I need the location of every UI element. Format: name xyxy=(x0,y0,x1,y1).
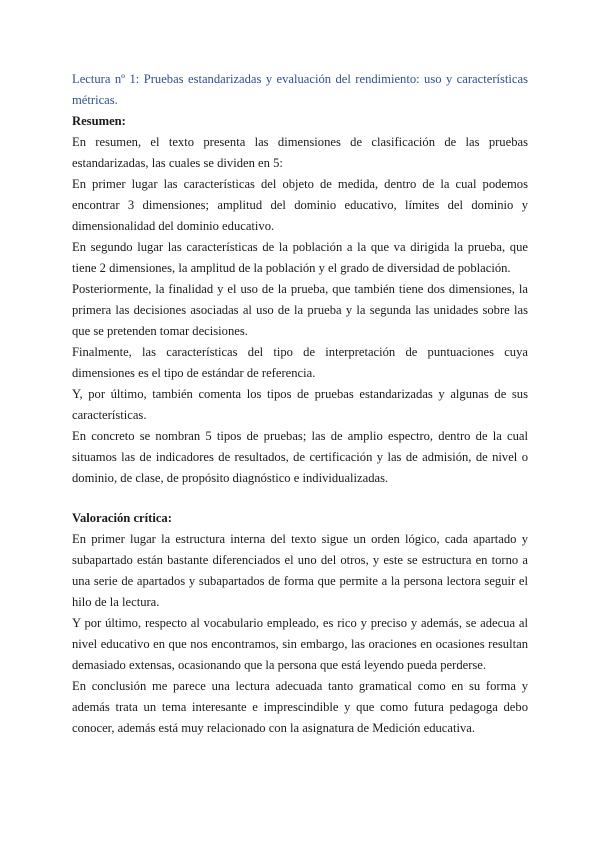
summary-paragraph: Finalmente, las características del tipo de interpretación de puntuaciones cuya dimensiones es el tipo de estándar de referencia. xyxy=(72,345,528,380)
summary-paragraph: En resumen, el texto presenta las dimensiones de clasificación de las pruebas estandarizadas, las cuales se dividen en 5: xyxy=(72,135,528,170)
document-page xyxy=(72,69,528,739)
critique-heading: Valoración crítica: xyxy=(72,511,172,525)
critique-paragraph: En conclusión me parece una lectura adecuada tanto gramatical como en su forma y además trata un tema interesante e imprescindible y que como futura pedagoga debo conocer, además está muy relacionado con la asignatura de Medición educativa. xyxy=(72,679,528,735)
summary-paragraph: Posteriormente, la finalidad y el uso de la prueba, que también tiene dos dimensiones, la primera las decisiones asociadas al uso de la prueba y la segunda las unidades sobre las que se pretenden tomar decisiones. xyxy=(72,282,528,338)
critique-paragraph: En primer lugar la estructura interna del texto sigue un orden lógico, cada apartado y subapartado están bastante diferenciados el uno del otros, y este se estructura en torno a una serie de apartados y subapartados de forma que permite a la persona lectora seguir el hilo de la lectura. xyxy=(72,532,528,609)
document-title: Lectura nº 1: Pruebas estandarizadas y evaluación del rendimiento: uso y características métricas. xyxy=(72,72,528,107)
summary-paragraph: En concreto se nombran 5 tipos de pruebas; las de amplio espectro, dentro de la cual situamos las de indicadores de resultados, de certificación y las de admisión, de nivel o dominio, de clase, de propósito diagnóstico e individualizadas. xyxy=(72,429,528,485)
summary-paragraph: En primer lugar las características del objeto de medida, dentro de la cual podemos encontrar 3 dimensiones; amplitud del dominio educativo, límites del dominio y dimensionalidad del dominio educativo. xyxy=(72,177,528,233)
section-spacer xyxy=(72,489,528,508)
summary-paragraph: Y, por último, también comenta los tipos de pruebas estandarizadas y algunas de sus características. xyxy=(72,387,528,422)
critique-paragraph: Y por último, respecto al vocabulario empleado, es rico y preciso y además, se adecua al nivel educativo en que nos encontramos, sin embargo, las oraciones en ocasiones resultan demasiado extensas, ocasionando que la persona que está leyendo pueda perderse. xyxy=(72,616,528,672)
summary-paragraph: En segundo lugar las características de la población a la que va dirigida la prueba, que tiene 2 dimensiones, la amplitud de la población y el grado de diversidad de población. xyxy=(72,240,528,275)
summary-heading: Resumen: xyxy=(72,114,126,128)
